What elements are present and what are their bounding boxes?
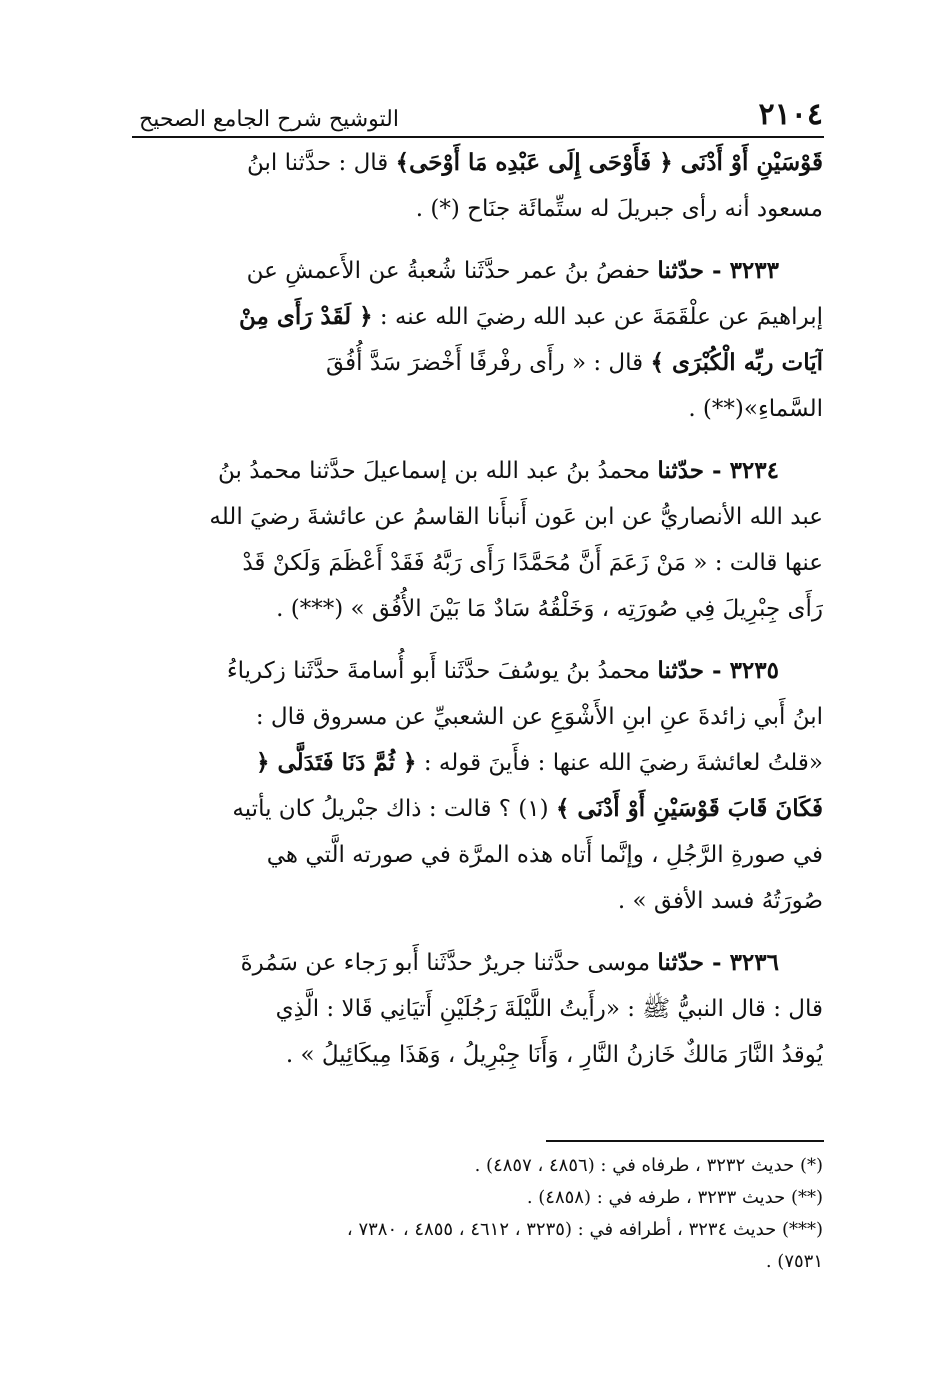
text-line [135,494,823,540]
text-line [135,694,823,740]
header-rule [132,136,824,138]
text-segment: عنها قالت : « مَنْ زَعَمَ أَنَّ مُحَمَّدًا رَأَى رَبَّهُ فَقَدْ أَعْظَمَ وَلَكنْ قَدْ [242,550,823,576]
footnote-line: (**) حديث ٣٢٣٣ ، طرفه في : (٤٨٥٨) . [526,1187,823,1208]
paragraph [135,448,823,632]
text-segment: إبراهيمَ عن علْقَمَةَ عن عبد الله رضيَ الله عنه : [372,304,823,330]
text-segment: حفصُ بنُ عمر حدَّثَنا شُعبةُ عن الأَعمشِ عن [246,258,658,284]
text-line [135,1032,823,1078]
footnote-line: (***) حديث ٣٢٣٤ ، أطرافه في : (٣٢٣٥ ، ٤٦١٢ ، ٤٨٥٥ ، ٧٣٨٠ ، [346,1219,823,1240]
footnote-line: ٧٥٣١) . [765,1251,823,1272]
page-header [135,84,823,132]
paragraph [135,248,823,432]
footnote-rule [546,1140,824,1142]
text-segment: يُوقدُ النَّارَ مَالكٌ خَازنُ النَّارِ ، وَأَنَا جِبْرِيلُ ، وَهَذَا مِيكَائِيلُ » . [285,1042,823,1068]
text-segment: قال : قال النبيُّ ﷺ : «رأَيتُ اللَّيْلَةَ رَجُلَيْنِ أَتيَانِي قَالا : الَّذِي [275,996,823,1022]
text-line [135,140,823,186]
text-segment: «قلتُ لعائشةَ رضيَ الله عنها : فأَينَ قوله : [416,750,823,776]
text-line [135,986,823,1032]
text-line [135,878,823,924]
page-number: ٢١٠٤ [758,97,823,132]
bold-segment: فَكَانَ قَابَ قَوْسَيْنِ أَوْ أَدْنَى ﴾ [555,795,823,822]
footnote [135,1182,823,1214]
text-line [135,294,823,340]
text-segment: قال : حدَّثنا ابنُ [246,150,396,176]
bold-segment: ٣٢٣٤ - حدّثنا [657,457,779,484]
text-segment: ابنُ أَبي زائدةَ عنِ ابنِ الأَشْوَعِ عن الشعبيِّ عن مسروق قال : [255,704,823,730]
main-text [135,140,823,1094]
bold-segment: ٣٢٣٦ - حدّثنا [657,949,779,976]
text-segment: محمدُ بنُ عبد الله بن إسماعيلَ حدَّثنا محمدُ بنُ [218,458,658,484]
text-line [135,648,823,694]
text-line [135,186,823,232]
text-line [135,786,823,832]
footnote [135,1214,823,1278]
text-segment: صُورَتُهُ فسد الأفق » . [617,888,823,914]
bold-segment: ٣٢٣٥ - حدّثنا [657,657,779,684]
text-line [135,740,823,786]
text-line [135,248,823,294]
footnote [135,1150,823,1182]
paragraph [135,140,823,232]
footnotes [135,1150,823,1278]
running-title: التوشيح شرح الجامع الصحيح [139,107,399,132]
footnote-line: (*) حديث ٣٢٣٢ ، طرفاه في : (٤٨٥٦ ، ٤٨٥٧) . [474,1155,823,1176]
bold-segment: قَوْسَيْنِ أَوْ أَدْنَى ﴿ فَأَوْحَى إِلَى عَبْدِه مَا أَوْحَى﴾ [395,149,823,176]
bold-segment: ٣٢٣٣ - حدّثنا [657,257,779,284]
text-line [135,540,823,586]
text-line [135,940,823,986]
text-segment: محمدُ بنُ يوسُفَ حدَّثَنا أَبو أُسامةَ حدَّثَنا زكرياءُ [226,658,658,684]
text-line [135,448,823,494]
text-segment: موسى حدَّثنا جريرٌ حدَّثَنا أَبو رَجاء عن سَمُرةَ [240,950,658,976]
text-segment: قال : « رأَى رفْرفًا أَخْضرَ سَدَّ أُفُقَ [325,350,651,376]
text-segment: مسعود أنه رأى جبريلَ له ستِّمائَة جنَاح (*) . [415,196,823,222]
text-segment: السَّماءِ»(**) . [688,396,823,422]
text-segment: رَأَى جِبْرِيلَ فِي صُورَتِه ، وَخَلْقُهُ سَادٌ مَا بَيْنَ الأُفُق » (***) . [276,596,823,622]
text-line [135,586,823,632]
text-segment: في صورةِ الرَّجُلِ ، وإنَّما أَتاه هذه المرَّة في صورته الَّتي هي [266,842,823,868]
paragraph [135,648,823,924]
bold-segment: آيَات ربِّه الْكُبْرَى ﴾ [650,349,823,376]
text-segment: عبد الله الأنصاريُّ عن ابن عَون أَنبأَنا القاسمُ عن عائشةَ رضيَ الله [209,504,823,530]
text-line [135,832,823,878]
paragraph [135,940,823,1078]
bold-segment: ﴿ لَقَدْ رَأَى مِنْ [239,303,373,330]
text-line [135,340,823,386]
text-line [135,386,823,432]
text-segment: (١) ؟ قالت : ذاك جبْريلُ كان يأتيه [232,796,556,822]
bold-segment: ﴿ ثُمَّ دَنَا فَتَدَلَّى ﴿ [255,749,417,776]
